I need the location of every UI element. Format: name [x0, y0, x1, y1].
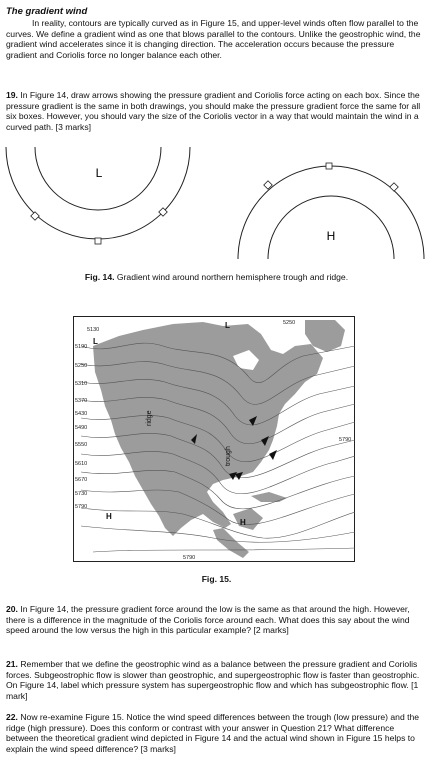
contour-label-4: 5370 [75, 398, 88, 404]
contour-label-bottom: 5790 [183, 555, 196, 561]
low-center-north: L [225, 321, 230, 330]
figure-14-caption-label: Fig. 14. [84, 272, 115, 282]
low-label: L [95, 166, 103, 180]
question-20 [6, 604, 426, 636]
question-21-number: 21. [6, 659, 18, 669]
trough-outer-arc [6, 147, 190, 239]
question-21-text: Remember that we define the geostrophic wind as a balance between the pressure gradient and Coriolis forces. Subgeostrophic flow is slower than geostrophic, and supergeostrophic flow is faster than geostrophic. On Figure 14, label which pressure system has supergeostrophic flow and which has subgeostrophic flow. [1 mark] [6, 659, 420, 701]
contour-label-8: 5610 [75, 461, 88, 467]
ridge-box-right [390, 183, 398, 191]
trough-label: trough [225, 446, 232, 466]
figure-14-diagram [0, 143, 433, 263]
figure-14-caption [0, 272, 433, 282]
contour-label-10: 5730 [75, 491, 88, 497]
contour-label-7: 5550 [75, 442, 88, 448]
question-22 [6, 712, 426, 754]
contour-label-11: 5790 [75, 504, 88, 510]
figure-15-map [73, 316, 355, 562]
trough-box-left [31, 212, 39, 220]
ridge-box-top [326, 163, 332, 169]
question-19-text: In Figure 14, draw arrows showing the pressure gradient and Coriolis force acting on each box. Since the pressure gradient is the same in both drawings, you should make the pressure gradient force the same for all six boxes. However, you should vary the size of the Coriolis vector in a way that would maintain the wind in a curved path. [3 marks] [6, 90, 421, 132]
low-center-west: L [93, 337, 98, 346]
question-22-text: Now re-examine Figure 15. Notice the wind speed differences between the trough (low pressure) and the ridge (high pressure). Does this conform or contrast with your answer in Question 21? What difference between the theoretical gradient wind depicted in Figure 14 and the actual wind shown in Figure 15 helps to explain the wind speed difference? [3 marks] [6, 712, 420, 754]
question-20-text: In Figure 14, the pressure gradient force around the low is the same as that around the high. However, there is a difference in the magnitude of the Coriolis force around each. What does this say about the wind speed around the low versus the high in this particular example? [2 marks] [6, 604, 410, 636]
high-center-west: H [106, 512, 112, 521]
ridge-label: ridge [146, 410, 153, 426]
contour-label-5: 5430 [75, 411, 88, 417]
question-20-number: 20. [6, 604, 18, 614]
question-19 [6, 90, 426, 132]
ridge-outer-arc [238, 166, 424, 259]
figure-14-caption-text: Gradient wind around northern hemisphere trough and ridge. [116, 272, 349, 282]
intro-paragraph: In reality, contours are typically curved as in Figure 15, and upper-level winds often flow parallel to the curves. We define a gradient wind as one that blows parallel to the contours. Unlike the geostrophic wind, the gradient wind accelerates since it is changing direction. The acceleration occurs because the pressure gradient and Coriolis force no longer balance each other. [6, 18, 421, 60]
contour-label-2: 5250 [75, 363, 88, 369]
question-22-number: 22. [6, 712, 18, 722]
ridge-inner-arc [268, 196, 394, 259]
contour-label-right: 5790 [339, 437, 352, 443]
contour-label-3: 5310 [75, 381, 88, 387]
high-center-gulf: H [240, 518, 246, 527]
contour-label-1: 5190 [75, 344, 88, 350]
trough-box-bottom [95, 238, 101, 244]
contour-label-6: 5490 [75, 425, 88, 431]
section-title: The gradient wind [6, 6, 88, 17]
question-21 [6, 659, 426, 701]
contour-label-9: 5670 [75, 477, 88, 483]
high-label: H [326, 229, 336, 243]
question-19-number: 19. [6, 90, 18, 100]
figure-15-caption: Fig. 15. [201, 574, 232, 584]
contour-label-top-right: 5250 [283, 320, 296, 326]
contour-label-0: 5130 [87, 327, 100, 333]
